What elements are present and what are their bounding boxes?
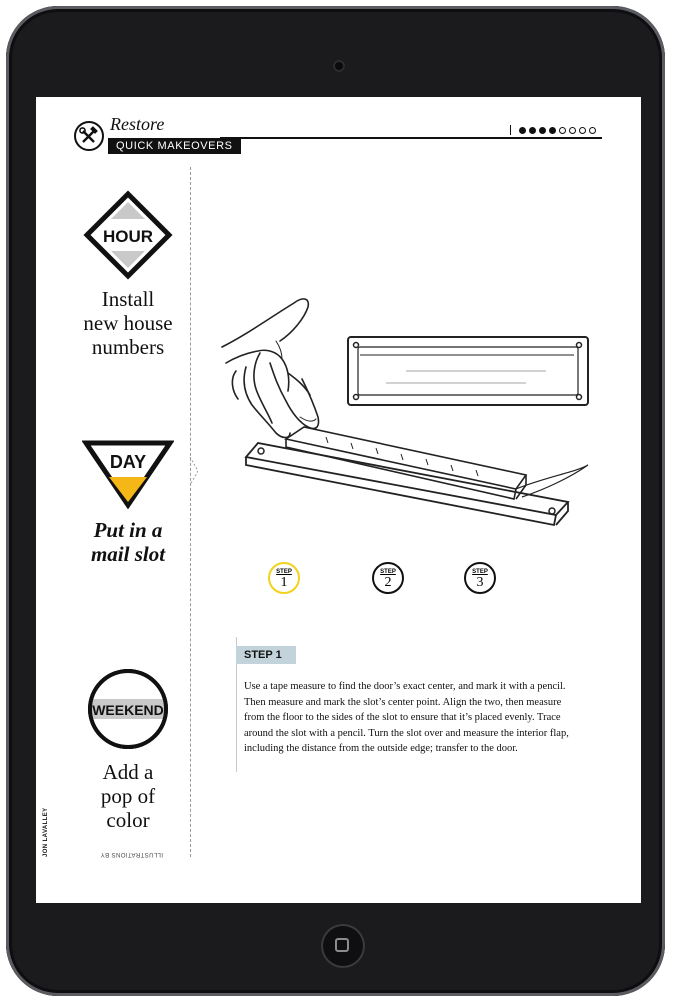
credit-name: JON LAVALLEY [43, 807, 49, 857]
sidebar-item-weekend[interactable] [54, 667, 202, 832]
front-camera [333, 60, 345, 72]
step-3-number: 3 [476, 575, 484, 590]
step-3-button[interactable] [464, 562, 496, 594]
sidebar-item-day[interactable] [54, 439, 202, 566]
hour-title-line-2: new house [83, 311, 173, 335]
hour-badge-icon [83, 190, 173, 280]
hour-badge-label: HOUR [102, 227, 154, 246]
page-dot[interactable] [519, 127, 526, 134]
page-indicator-divider [510, 125, 511, 135]
weekend-title-line-1: Add a [102, 760, 154, 784]
step-2-button[interactable] [372, 562, 404, 594]
mail-slot-frame [348, 337, 588, 405]
page-indicator[interactable] [510, 125, 596, 135]
template-ruler [286, 427, 588, 499]
step-3-label: STEP [472, 569, 488, 575]
page-dot[interactable] [559, 127, 566, 134]
step-1-button[interactable] [268, 562, 300, 594]
step-instructions: Use a tape measure to find the door’s exact center, and mark it with a pencil. Then measure and mark the slot’s center point. Align the two, then measure from the floor to the sides of the slot to ensure that it’s placed evenly. Trace around the slot with a pencil. Turn the slot over and measure the interior flap, including the distance from the outside edge; transfer to the door. [244, 681, 569, 754]
header-rule [220, 137, 602, 139]
hammer-wrench-icon [74, 121, 104, 151]
section-subtitle: QUICK MAKEOVERS [108, 138, 241, 154]
sidebar-item-hour[interactable] [54, 190, 202, 359]
day-badge-icon [82, 439, 174, 509]
weekend-badge-label: WEEKEND [92, 702, 164, 718]
step-2-label: STEP [380, 569, 396, 575]
hour-title-line-3: numbers [91, 335, 165, 359]
home-button[interactable] [321, 924, 365, 968]
mail-slot-illustration [216, 267, 596, 557]
step-1-label: STEP [276, 569, 292, 575]
credit-prefix: ILLUSTRATIONS BY [100, 851, 163, 857]
hand-drawing [222, 299, 319, 438]
page-dot[interactable] [539, 127, 546, 134]
page-dot[interactable] [529, 127, 536, 134]
hour-title-line-1: Install [101, 287, 155, 311]
home-square-icon [335, 938, 349, 952]
page-dot[interactable] [549, 127, 556, 134]
page-dot[interactable] [579, 127, 586, 134]
day-title-line-1: Put in a [93, 518, 163, 542]
day-title-line-2: mail slot [90, 542, 166, 566]
section-title: Restore [110, 114, 165, 134]
page-dot[interactable] [569, 127, 576, 134]
step-1-number: 1 [280, 575, 288, 590]
weekend-title-line-3: color [106, 808, 150, 832]
weekend-title-line-2: pop of [100, 784, 156, 808]
magazine-page [36, 97, 641, 903]
page-dot[interactable] [589, 127, 596, 134]
weekend-badge-icon [86, 667, 170, 751]
day-badge-label: DAY [109, 452, 147, 472]
step-heading: STEP 1 [236, 646, 296, 664]
step-2-number: 2 [384, 575, 392, 590]
